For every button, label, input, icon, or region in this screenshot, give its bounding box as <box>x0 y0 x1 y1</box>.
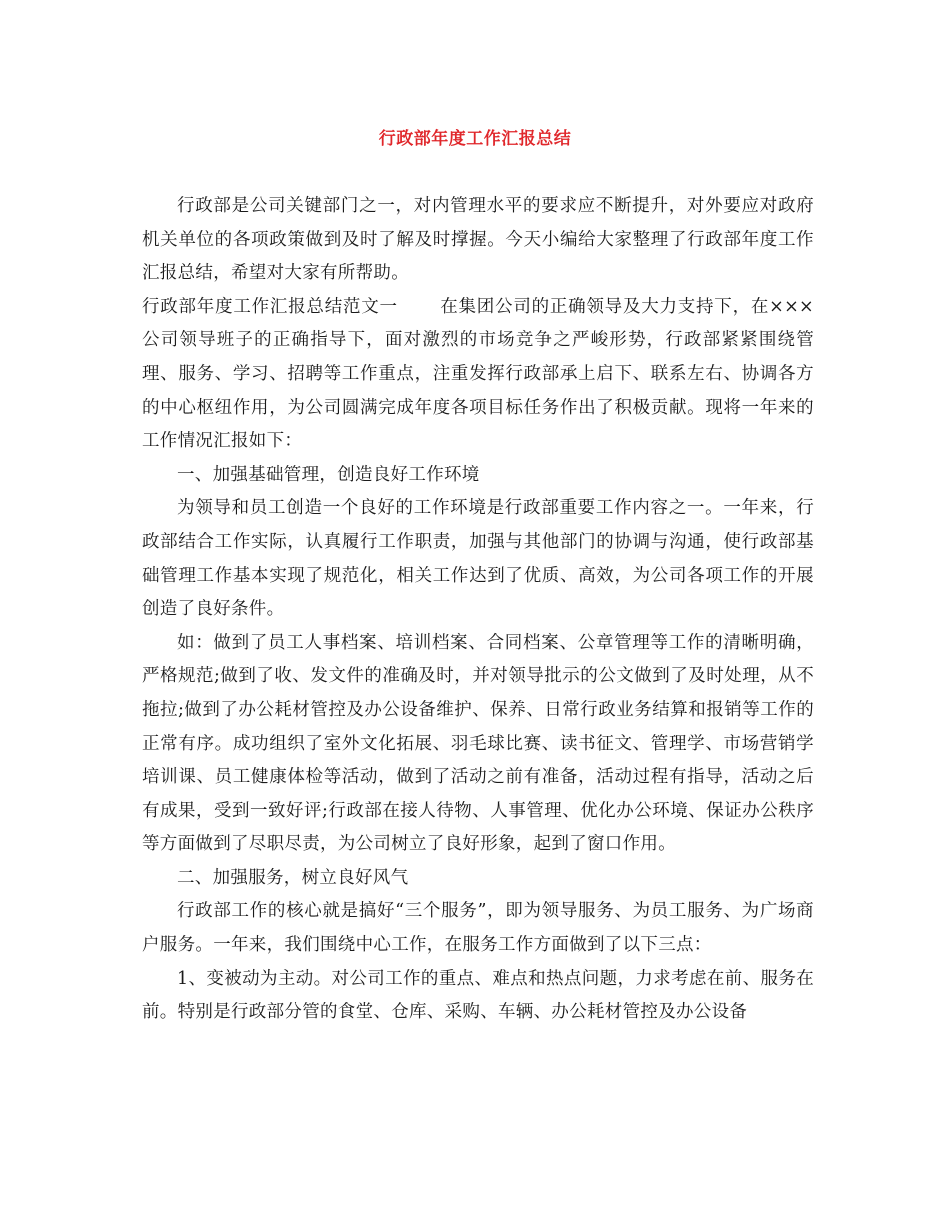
sample-heading: 行政部年度工作汇报总结范文一 <box>142 296 398 317</box>
section1-paragraph-2: 如：做到了员工人事档案、培训档案、合同档案、公章管理等工作的清晰明确，严格规范;做到了收、发文件的准确及时，并对领导批示的公文做到了及时处理，从不拖拉;做到了办公耗材管控及办公设备维护、保养、日常行政业务结算和报销等工作的正常有序。成功组织了室外文化拓展、羽毛球比赛、读书征文、管理学、市场营销学培训课、员工健康体检等活动，做到了活动之前有准备，活动过程有指导，活动之后有成果，受到一致好评;行政部在接人待物、人事管理、优化办公环境、保证办公秩序等方面做到了尽职尽责，为公司树立了良好形象，起到了窗口作用。 <box>142 632 814 855</box>
section1-paragraph-1: 为领导和员工创造一个良好的工作环境是行政部重要工作内容之一。一年来，行政部结合工作实际，认真履行工作职责，加强与其他部门的协调与沟通，使行政部基础管理工作基本实现了规范化，相关工作达到了优质、高效，为公司各项工作的开展创造了良好条件。 <box>142 498 814 620</box>
document-body <box>142 190 814 1030</box>
document-title: 行政部年度工作汇报总结 <box>378 129 572 149</box>
section2-item-1: 1、变被动为主动。对公司工作的重点、难点和热点问题，力求考虑在前、服务在前。特别是行政部分管的食堂、仓库、采购、车辆、办公耗材管控及办公设备 <box>142 968 814 1023</box>
sample-opening: 在集团公司的正确领导及大力支持下，在×××公司领导班子的正确指导下，面对激烈的市场竞争之严峻形势，行政部紧紧围绕管理、服务、学习、招聘等工作重点，注重发挥行政部承上启下、联系左右、协调各方的中心枢纽作用，为公司圆满完成年度各项目标任务作出了积极贡献。现将一年来的工作情况汇报如下： <box>142 296 814 452</box>
intro-paragraph: 行政部是公司关键部门之一，对内管理水平的要求应不断提升，对外要应对政府机关单位的各项政策做到及时了解及时撑握。今天小编给大家整理了行政部年度工作汇报总结，希望对大家有所帮助。 <box>142 196 814 284</box>
section1-heading: 一、加强基础管理，创造良好工作环境 <box>177 464 480 485</box>
sample-paragraph <box>142 291 814 459</box>
section2-heading: 二、加强服务，树立良好风气 <box>177 867 409 888</box>
section2-paragraph-1: 行政部工作的核心就是搞好“三个服务”，即为领导服务、为员工服务、为广场商户服务。一年来，我们围绕中心工作，在服务工作方面做到了以下三点： <box>142 901 814 956</box>
